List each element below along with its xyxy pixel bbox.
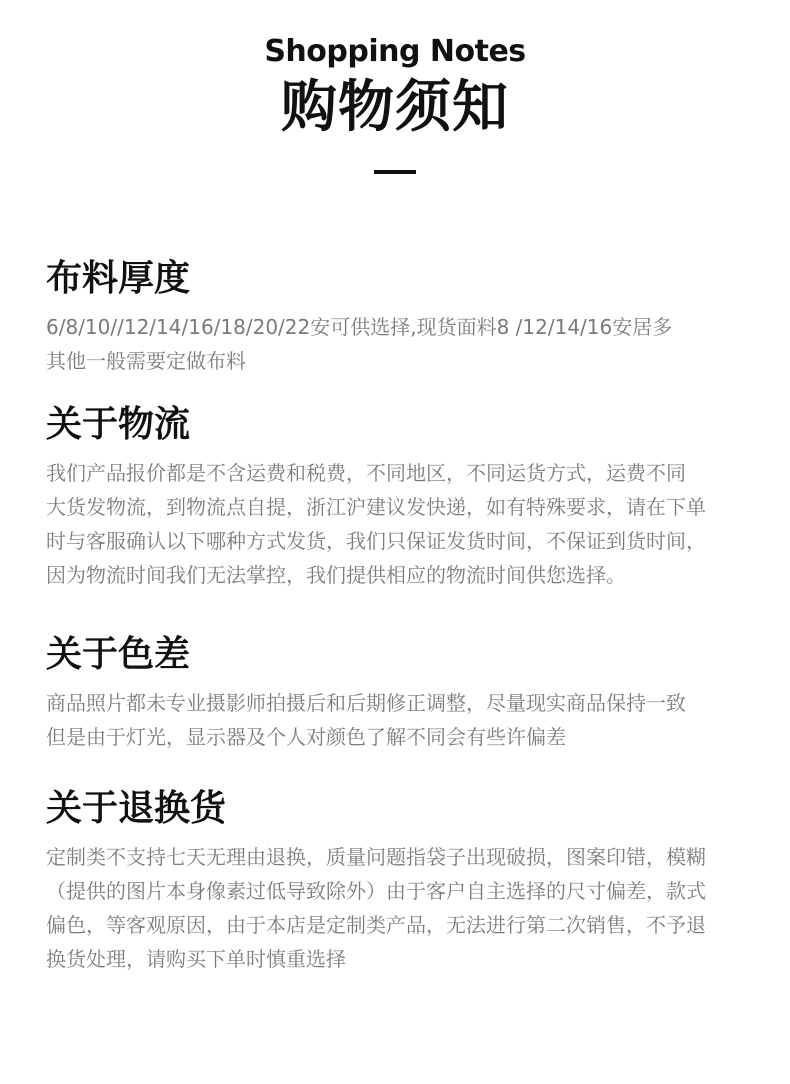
english-title: Shopping Notes bbox=[264, 34, 526, 69]
section-logistics bbox=[46, 404, 752, 592]
section-returns-exchanges bbox=[46, 788, 752, 976]
section-title: 关于色差 bbox=[46, 634, 191, 675]
section-body: 6/8/10//12/14/16/18/20/22安可供选择,现货面料8 /12/14/16安居多 其他一般需要定做布料 bbox=[46, 315, 673, 373]
section-title: 关于退换货 bbox=[46, 788, 227, 829]
section-body: 定制类不支持七天无理由退换，质量问题指袋子出现破损，图案印错，模糊 （提供的图片本身像素过低导致除外）由于客户自主选择的尺寸偏差，款式 偏色，等客观原因，由于本店是定制类产品，无法进行第二次销售，不予退 换货处理，请购买下单时慎重选择 bbox=[46, 845, 706, 971]
section-body: 商品照片都未专业摄影师拍摄后和后期修正调整，尽量现实商品保持一致 但是由于灯光，显示器及个人对颜色了解不同会有些许偏差 bbox=[46, 691, 686, 749]
section-title: 关于物流 bbox=[46, 404, 191, 445]
page-header bbox=[0, 34, 790, 174]
page-title: 购物须知 bbox=[281, 75, 509, 140]
title-divider bbox=[374, 170, 416, 174]
section-title: 布料厚度 bbox=[46, 258, 191, 299]
section-color-difference bbox=[46, 634, 752, 754]
section-body: 我们产品报价都是不含运费和税费，不同地区，不同运货方式，运费不同 大货发物流，到物流点自提，浙江沪建议发快递，如有特殊要求，请在下单 时与客服确认以下哪种方式发货，我们只保证发货时间，不保证到货时间， 因为物流时间我们无法掌控，我们提供相应的物流时间供您选择。 bbox=[46, 461, 706, 587]
section-fabric-thickness bbox=[46, 258, 752, 378]
